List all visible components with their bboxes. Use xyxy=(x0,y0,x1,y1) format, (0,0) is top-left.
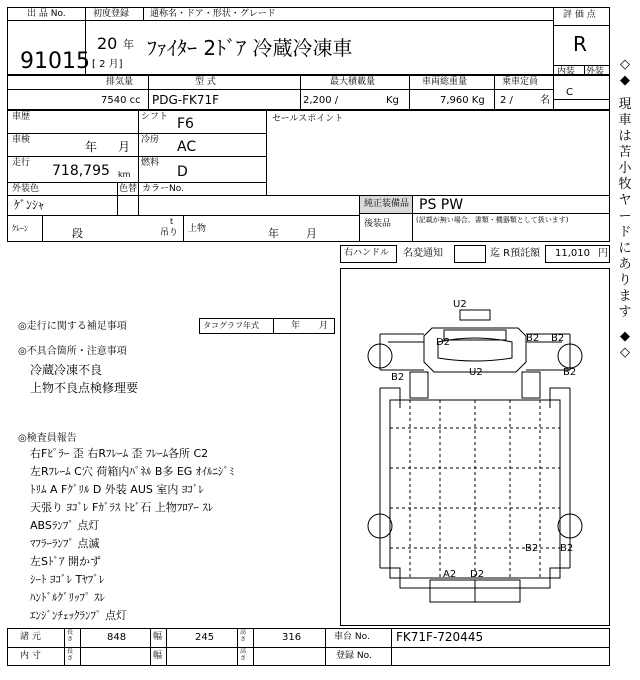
interior-grade: C xyxy=(566,87,573,98)
extras-note: (記載が無い場合、書類・機器類として扱います) xyxy=(416,216,569,224)
tacho-year: 年 xyxy=(291,321,301,331)
inner-length-label: 長さ xyxy=(67,648,74,662)
width-label: 幅 xyxy=(153,632,163,642)
model-label: 通称名・ドア・形状・グレード xyxy=(150,9,276,19)
damage-mark: D2 xyxy=(436,337,451,348)
color-change-label: 色替 xyxy=(119,184,138,194)
extras-label: 後装品 xyxy=(364,219,392,229)
capacity: 2 / xyxy=(500,95,513,106)
displacement: 7540 cc xyxy=(101,95,141,106)
tacho-month: 月 xyxy=(319,321,329,331)
inner-height-label: 高さ xyxy=(240,648,247,662)
model-code: PDG-FK71F xyxy=(152,93,220,107)
chassis-label: 車台 No. xyxy=(334,632,370,642)
damage-mark: D2 xyxy=(470,569,485,580)
vehicle-name: ﾌｧｲﾀｰ 2ﾄﾞｱ 冷蔵冷凍車 xyxy=(147,36,353,60)
defects-title: ◎不具合箇所・注意事項 xyxy=(18,346,127,357)
inspector-report xyxy=(30,445,234,625)
displacement-label: 排気量 xyxy=(106,77,134,87)
rhd: 右ハンドル xyxy=(344,248,390,258)
inspector-title: ◎検査員報告 xyxy=(18,433,77,444)
damage-mark: B2 xyxy=(525,543,539,554)
name-change-label: 名変通知 xyxy=(403,248,443,259)
fuel: D xyxy=(177,164,188,180)
top-label: 上物 xyxy=(188,224,207,234)
inspection-label: 車検 xyxy=(12,135,31,145)
mileage-label: 走行 xyxy=(12,158,31,168)
report-line: ﾊﾝﾄﾞﾙｸﾞﾘｯﾌﾟ ｽﾚ xyxy=(30,591,105,604)
damage-mark: U2 xyxy=(453,299,467,310)
inspection-month: 月 xyxy=(118,140,131,154)
report-line: ｼｰﾄ ﾖｺﾞﾚ Tﾔﾌﾞﾚ xyxy=(30,573,105,586)
report-line: ABSﾗﾝﾌﾟ 点灯 xyxy=(30,519,100,532)
first-reg-month: [ 2 月] xyxy=(92,59,123,70)
inspection-year: 年 xyxy=(85,140,98,154)
supplement-title: ◎走行に関する補足事項 xyxy=(18,321,127,332)
capacity-label: 乗車定員 xyxy=(502,77,539,87)
height: 316 xyxy=(282,632,302,643)
damage-mark: B2 xyxy=(391,372,405,383)
inner-label: 内 寸 xyxy=(20,651,41,661)
report-line: 左Rﾌﾚｰﾑ C穴 荷箱内ﾊﾟﾈﾙ B多 EG ｵｲﾙﾆｼﾞﾐ xyxy=(30,465,235,478)
damage-mark: A2 xyxy=(443,569,457,580)
mileage-unit: km xyxy=(118,170,131,179)
ac: AC xyxy=(177,139,197,155)
max-load-label: 最大積載量 xyxy=(330,77,376,87)
inner-width-label: 幅 xyxy=(153,651,163,661)
overall-grade: R xyxy=(573,32,587,56)
lot-no: 91015 xyxy=(20,49,90,74)
sales-point-label: セールスポイント xyxy=(272,114,344,124)
report-line: 左Sﾄﾞｱ 開かず xyxy=(30,555,101,568)
grade-label: 評 価 点 xyxy=(563,10,596,20)
color-label: 外装色 xyxy=(12,184,40,194)
ac-label: 冷房 xyxy=(141,135,160,145)
first-reg-year-unit: 年 xyxy=(123,38,134,51)
report-line: 右Fﾋﾟﾗｰ 歪 右Rﾌﾚｰﾑ 歪 ﾌﾚｰﾑ各所 C2 xyxy=(30,447,209,460)
height-label: 高さ xyxy=(240,629,247,643)
equipment-label: 純正装備品 xyxy=(364,199,410,209)
registration-label: 登録 No. xyxy=(336,651,372,661)
top-year: 年 xyxy=(268,227,279,240)
model-code-label: 型 式 xyxy=(195,77,216,87)
length-label: 長さ xyxy=(67,629,74,643)
recycle-value: 11,010 xyxy=(555,248,590,259)
yard-location-banner: ◇ ◆ 現 車 は 苫 小 牧 ヤ ー ド に あ り ま す ◆ ◇ xyxy=(618,57,632,360)
report-line: ｴﾝｼﾞﾝﾁｪｯｸﾗﾝﾌﾟ 点灯 xyxy=(30,609,127,622)
damage-mark: B2 xyxy=(563,367,577,378)
equipment: PS PW xyxy=(419,197,464,213)
color-no-label: カラーNo. xyxy=(142,184,184,194)
exterior-color: ｹﾞﾝｼｬ xyxy=(14,198,45,212)
defect-item: 冷蔵冷凍不良 xyxy=(30,363,103,377)
damage-mark: U2 xyxy=(469,367,483,378)
history-label: 車歴 xyxy=(12,112,31,122)
crane-label: ｸﾚｰﾝ xyxy=(12,224,28,233)
damage-mark: B2 xyxy=(560,543,574,554)
damage-mark: B2 xyxy=(551,333,565,344)
gross-weight-label: 車両総重量 xyxy=(422,77,468,87)
defect-item: 上物不良点検修理要 xyxy=(30,381,139,395)
name-change-box xyxy=(454,245,486,263)
lot-no-label: 出 品 No. xyxy=(27,9,66,19)
tacho-label: タコグラフ年式 xyxy=(203,321,259,330)
defects-list xyxy=(30,361,138,397)
top-month: 月 xyxy=(306,227,317,240)
specs-label: 諸 元 xyxy=(20,632,41,642)
mileage: 718,795 xyxy=(52,163,110,179)
damage-mark: B2 xyxy=(526,333,540,344)
fuel-label: 燃料 xyxy=(141,158,160,168)
length: 848 xyxy=(107,632,127,643)
capacity-unit: 名 xyxy=(540,95,550,106)
crane-t: t xyxy=(170,217,174,226)
exterior-grade-label: 外装 xyxy=(586,67,605,77)
max-load-unit: Kg xyxy=(386,95,399,106)
shift-label: シフト xyxy=(141,112,169,122)
shift: F6 xyxy=(177,116,194,132)
max-load: 2,200 / xyxy=(303,95,339,106)
crane-stage: 段 xyxy=(72,227,83,240)
first-reg-year: 20 xyxy=(97,34,118,53)
width: 245 xyxy=(195,632,215,643)
crane-hang: 吊り xyxy=(160,228,179,238)
recycle-label: 迄 R預託額 xyxy=(490,248,541,259)
recycle-unit: 円 xyxy=(598,248,608,259)
report-line: 天張り ﾖｺﾞﾚ Fｶﾞﾗｽ ﾄﾋﾞ石 上物ﾌﾛｱｰ ｽﾚ xyxy=(30,501,214,514)
report-line: ﾄﾘﾑ A Fｸﾞﾘﾙ D 外装 AUS 室内 ﾖｺﾞﾚ xyxy=(30,483,204,496)
first-reg-label: 初度登録 xyxy=(93,9,130,19)
report-line: ﾏﾌﾗｰﾗﾝﾌﾟ 点滅 xyxy=(30,537,100,550)
gross-weight: 7,960 Kg xyxy=(440,95,485,106)
interior-grade-label: 内装 xyxy=(557,67,576,77)
chassis-no: FK71F-720445 xyxy=(396,630,484,644)
